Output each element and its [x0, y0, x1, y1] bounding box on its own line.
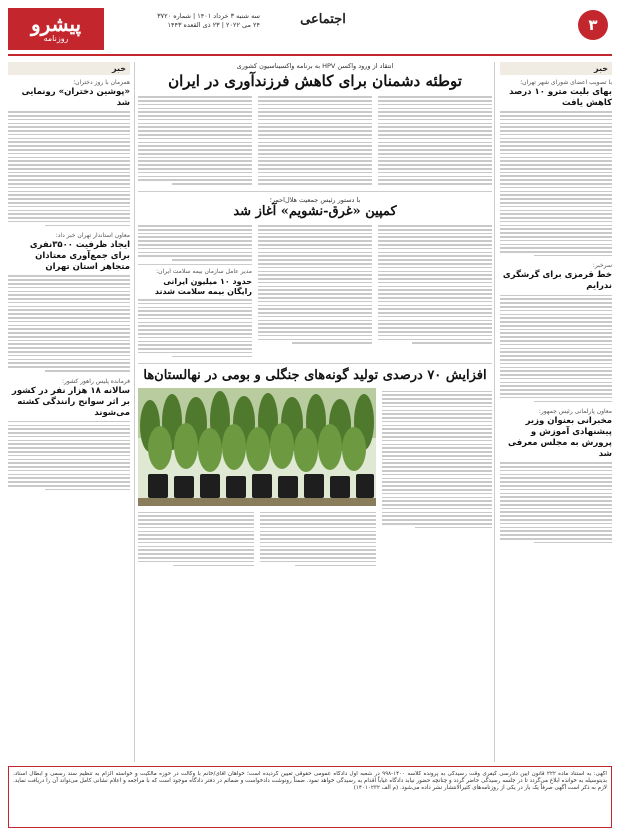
masthead — [8, 8, 612, 58]
lead-headline: توطئه دشمنان برای کاهش فرزندآوری در ایران — [168, 72, 462, 90]
brief-item — [500, 79, 612, 256]
column-tag: خبر — [500, 62, 612, 75]
newspaper-logo — [8, 8, 104, 50]
section-title: اجتماعی — [300, 12, 346, 27]
page-number-badge: ۳ — [578, 10, 608, 40]
story3-kicker: مدیر عامل سازمان بیمه سلامت ایران: — [156, 267, 252, 275]
column-tag: خبر — [8, 62, 130, 75]
brief-body — [8, 421, 130, 491]
story2-body — [138, 223, 492, 360]
brief-title: «پوشین دختران» رونمایی شد — [21, 87, 130, 108]
column-divider — [134, 62, 135, 762]
brief-kicker: فرمانده پلیس راهور کشور: — [62, 377, 130, 385]
brief-kicker: همزمان با روز دختران؛ — [73, 79, 130, 86]
brief-kicker: معاون پارلمانی رئیس جمهور: — [538, 408, 612, 416]
brief-kicker: معاون استاندار تهران خبر داد: — [55, 232, 130, 240]
brief-body — [500, 111, 612, 256]
main-content — [138, 62, 492, 824]
lead-kicker: انتقاد از ورود واکسن HPV به برنامه واکسیناسیون کشوری — [236, 62, 394, 70]
brief-kicker: سرخبر: — [592, 262, 612, 270]
story4-headline: افزایش ۷۰ درصدی تولید گونه‌های جنگلی و بومی در نهالستان‌ها — [143, 368, 487, 384]
brief-body — [500, 462, 612, 543]
brief-item — [8, 378, 130, 491]
story4-body — [138, 388, 492, 568]
brief-title: بهای بلیت مترو ۱۰ درصد کاهش یافت — [509, 87, 612, 108]
left-column — [8, 62, 130, 824]
issue-date-line-2: ۲۴ می ۲۰۲۲ | ۲۳ ذی القعده ۱۴۴۳ — [167, 21, 260, 29]
story3-headline: حدود ۱۰ میلیون ایرانی رایگان بیمه سلامت شدند — [154, 276, 252, 296]
issue-date-line: سه شنبه ۳ خرداد ۱۴۰۱ | شماره ۳۷۲۰ — [157, 12, 260, 20]
seedlings-photo — [138, 388, 376, 506]
brief-body — [500, 295, 612, 402]
brief-body — [8, 275, 130, 371]
story-divider — [138, 191, 492, 192]
story2-kicker: با دستور رئیس جمعیت هلال‌احمر؛ — [269, 195, 361, 204]
story-divider — [138, 363, 492, 364]
legal-notice-box — [8, 766, 612, 828]
brief-item — [500, 262, 612, 402]
story2-headline: کمپین «غرق-نشویم» آغاز شد — [233, 203, 397, 219]
brief-item — [8, 79, 130, 226]
logo-subtitle: روزنامه — [43, 34, 69, 43]
right-column — [500, 62, 612, 822]
brief-title: خط قرمزی برای گرشگری ندرایم — [502, 270, 612, 292]
legal-notice-text: آگهی: به استناد ماده ۲۲۲ قانون آیین دادرسی کیفری وقت رسیدگی به پرونده کلاسه ۱۴۰۰-۹۹۸ در شعبه اول دادگاه عمومی حقوقی تعیین گردیده است؛ خواهان آقای/خانم با وکالت در حوزه مالکیت و خواسته الزام به تنظیم سند رسمی و ابطال اسناد، بدینوسیله به خوانده ابلاغ می‌گردد تا در جلسه رسیدگی حاضر گردد و چنانچه حضور نیابد دادگاه غیاباً اقدام به رسیدگی خواهد نمود. ضمناً رونوشت دادخواست و ضمائم در دفتر دادگاه موجود است که با مراجعه و اعلام نشانی کامل می‌تواند آن را دریافت نماید. لازم به ذکر است آگهی صرفاً یک بار در یکی از روزنامه‌های کثیرالانتشار نشر داده می‌شود. (م الف ۱۴۰۱۰۲۳۲) — [13, 771, 607, 792]
brief-title: مخبرانی بعنوان وزیر پیشنهادی آموزش و پرورش به مجلس معرفی شد — [508, 416, 612, 460]
column-divider — [494, 62, 495, 762]
lead-story-body — [138, 94, 492, 187]
logo-title: پیشرو — [30, 12, 82, 36]
issue-info — [110, 12, 260, 30]
brief-title: سالانه ۱۸ هزار نفر در کشور بر اثر سوانح رانندگی کشته می‌شوند — [11, 385, 130, 418]
brief-body — [8, 111, 130, 226]
brief-title: ایجاد ظرفیت ۳۵۰۰نفری برای جمع‌آوری معتادان متجاهر استان تهران — [29, 240, 130, 273]
brief-item — [500, 408, 612, 543]
brief-kicker: با تصویب اعضای شورای شهر تهران؛ — [520, 79, 612, 86]
brief-item — [8, 232, 130, 371]
nursery-image — [138, 388, 376, 506]
masthead-divider — [8, 54, 612, 56]
